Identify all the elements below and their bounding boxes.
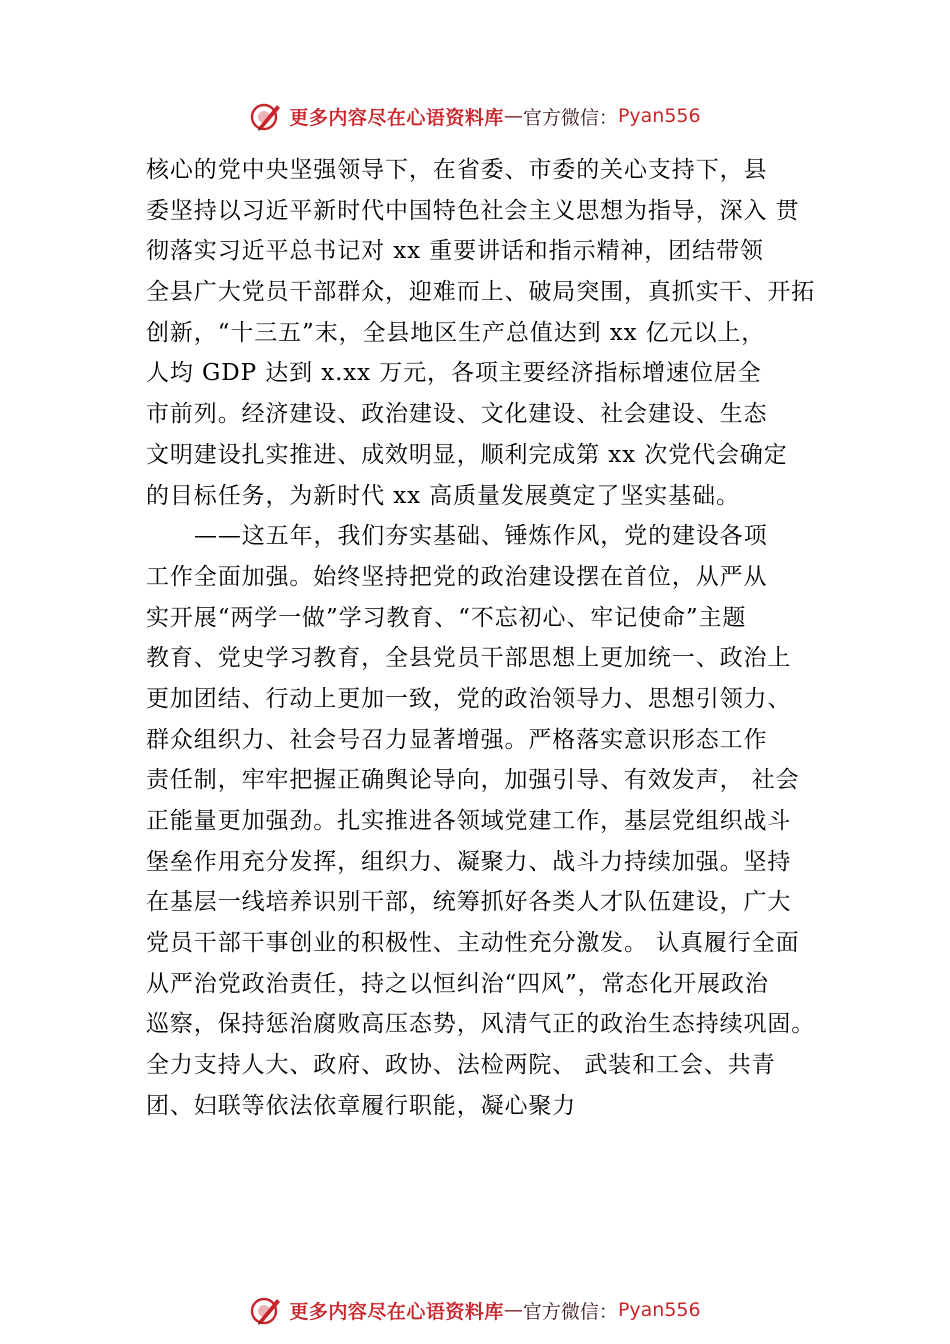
body-line: 团、妇联等依法依章履行职能，凝心聚力 xyxy=(146,1092,577,1119)
body-line: 全县广大党员干部群众，迎难而上、破局突围，真抓实干、开拓 xyxy=(146,279,816,306)
body-line: 市前列。经济建设、政治建设、文化建设、社会建设、生态 xyxy=(146,401,768,428)
body-line: 群众组织力、社会号召力显著增强。严格落实意识形态工作 xyxy=(146,726,768,753)
body-line: 创新，“十三五”末，全县地区生产总值达到 xx 亿元以上， xyxy=(146,319,766,346)
banner-separator: — xyxy=(503,105,523,127)
body-line: 全力支持人大、政府、政协、法检两院、 武装和工会、共青 xyxy=(146,1052,776,1079)
body-line: 从严治党政治责任，持之以恒纠治“四风”，常态化开展政治 xyxy=(146,970,769,997)
body-line: 核心的党中央坚强领导下，在省委、市委的关心支持下，县 xyxy=(146,157,768,183)
body-line: 在基层一线培养识别干部，统筹抓好各类人才队伍建设，广大 xyxy=(146,889,792,916)
body-line: 教育、党史学习教育，全县党员干部思想上更加统一、政治上 xyxy=(146,645,792,672)
banner-official-label: 官方微信： xyxy=(522,1300,618,1323)
body-line: 工作全面加强。始终坚持把党的政治建设摆在首位，从严从 xyxy=(146,563,768,590)
footer-banner xyxy=(0,1290,950,1330)
body-line: 堡垒作用充分发挥，组织力、凝聚力、战斗力持续加强。坚持 xyxy=(146,848,792,875)
pen-circle-logo-icon xyxy=(249,99,283,133)
body-line: 责任制，牢牢把握正确舆论导向，加强引导、有效发声， 社会 xyxy=(146,767,800,794)
body-line: 实开展“两学一做”学习教育、“不忘初心、牢记使命”主题 xyxy=(146,604,747,631)
body-line: 彻落实习近平总书记对 xx 重要讲话和指示精神，团结带领 xyxy=(146,238,764,265)
banner-wechat-id: Pyan556 xyxy=(617,1299,701,1321)
header-banner xyxy=(0,96,950,136)
body-line: 的目标任务，为新时代 xx 高质量发展奠定了坚实基础。 xyxy=(146,482,740,509)
body-line: 巡察，保持惩治腐败高压态势，风清气正的政治生态持续巩固。 xyxy=(146,1011,816,1038)
body-line: 党员干部干事创业的积极性、主动性充分激发。 认真履行全面 xyxy=(146,930,800,957)
body-line: 人均 GDP 达到 x.xx 万元，各项主要经济指标增速位居全 xyxy=(146,360,762,387)
body-line: 正能量更加强劲。扎实推进各领域党建工作，基层党组织战斗 xyxy=(146,808,792,834)
banner-wechat-id: Pyan556 xyxy=(617,105,701,127)
banner-separator: — xyxy=(503,1299,523,1321)
body-line: 文明建设扎实推进、成效明显，顺利完成第 xx 次党代会确定 xyxy=(146,441,788,468)
document-body xyxy=(146,150,826,1127)
pen-circle-logo-icon xyxy=(249,1293,283,1327)
banner-title: 更多内容尽在心语资料库 xyxy=(289,1300,504,1323)
banner-official-label: 官方微信： xyxy=(522,106,618,129)
banner-title: 更多内容尽在心语资料库 xyxy=(289,106,504,129)
paragraph-start-line: ——这五年，我们夯实基础、锤炼作风，党的建设各项 xyxy=(194,523,768,550)
body-line: 更加团结、行动上更加一致，党的政治领导力、思想引领力、 xyxy=(146,685,792,712)
body-line: 委坚持以习近平新时代中国特色社会主义思想为指导，深入 贯 xyxy=(146,197,800,224)
